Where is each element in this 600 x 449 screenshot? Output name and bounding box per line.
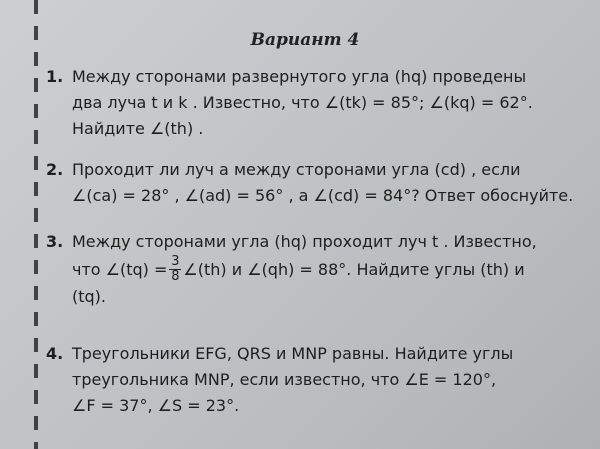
problem-number: 3.	[46, 232, 64, 251]
problem-3	[46, 229, 576, 310]
problem-4	[46, 341, 576, 419]
fraction-denominator: 8	[171, 269, 180, 284]
line-suffix: ∠(th) и ∠(qh) = 88°. Найдите углы (th) и	[183, 259, 525, 279]
problem-line: Треугольники EFG, QRS и MNP равны. Найдите углы	[72, 344, 514, 363]
problem-2	[46, 157, 576, 209]
fraction	[169, 255, 181, 284]
fraction-numerator: 3	[171, 254, 180, 269]
problem-line: (tq).	[72, 287, 106, 306]
problem-line: два луча t и k . Известно, что ∠(tk) = 85°; ∠(kq) = 62°.	[72, 93, 533, 112]
problem-line: Между сторонами развернутого угла (hq) проведены	[72, 67, 527, 86]
problem-number: 2.	[46, 160, 64, 179]
margin-dashed-line	[34, 0, 38, 449]
problem-line: треугольника MNP, если известно, что ∠E = 120°,	[72, 370, 497, 389]
problem-line: Между сторонами угла (hq) проходит луч t . Известно,	[72, 232, 537, 251]
problem-line-with-fraction	[72, 255, 576, 284]
problem-line: ∠(ca) = 28° , ∠(ad) = 56° , а ∠(cd) = 84°? Ответ обоснуйте.	[72, 186, 574, 205]
problem-line: ∠F = 37°, ∠S = 23°.	[72, 396, 240, 415]
problem-1	[46, 64, 576, 142]
line-prefix: что ∠(tq) =	[72, 259, 168, 279]
problem-number: 4.	[46, 344, 64, 363]
problem-line: Проходит ли луч a между сторонами угла (cd) , если	[72, 160, 521, 179]
problem-line: Найдите ∠(th) .	[72, 119, 204, 138]
problem-number: 1.	[46, 67, 64, 86]
variant-title: Вариант 4	[250, 30, 360, 50]
